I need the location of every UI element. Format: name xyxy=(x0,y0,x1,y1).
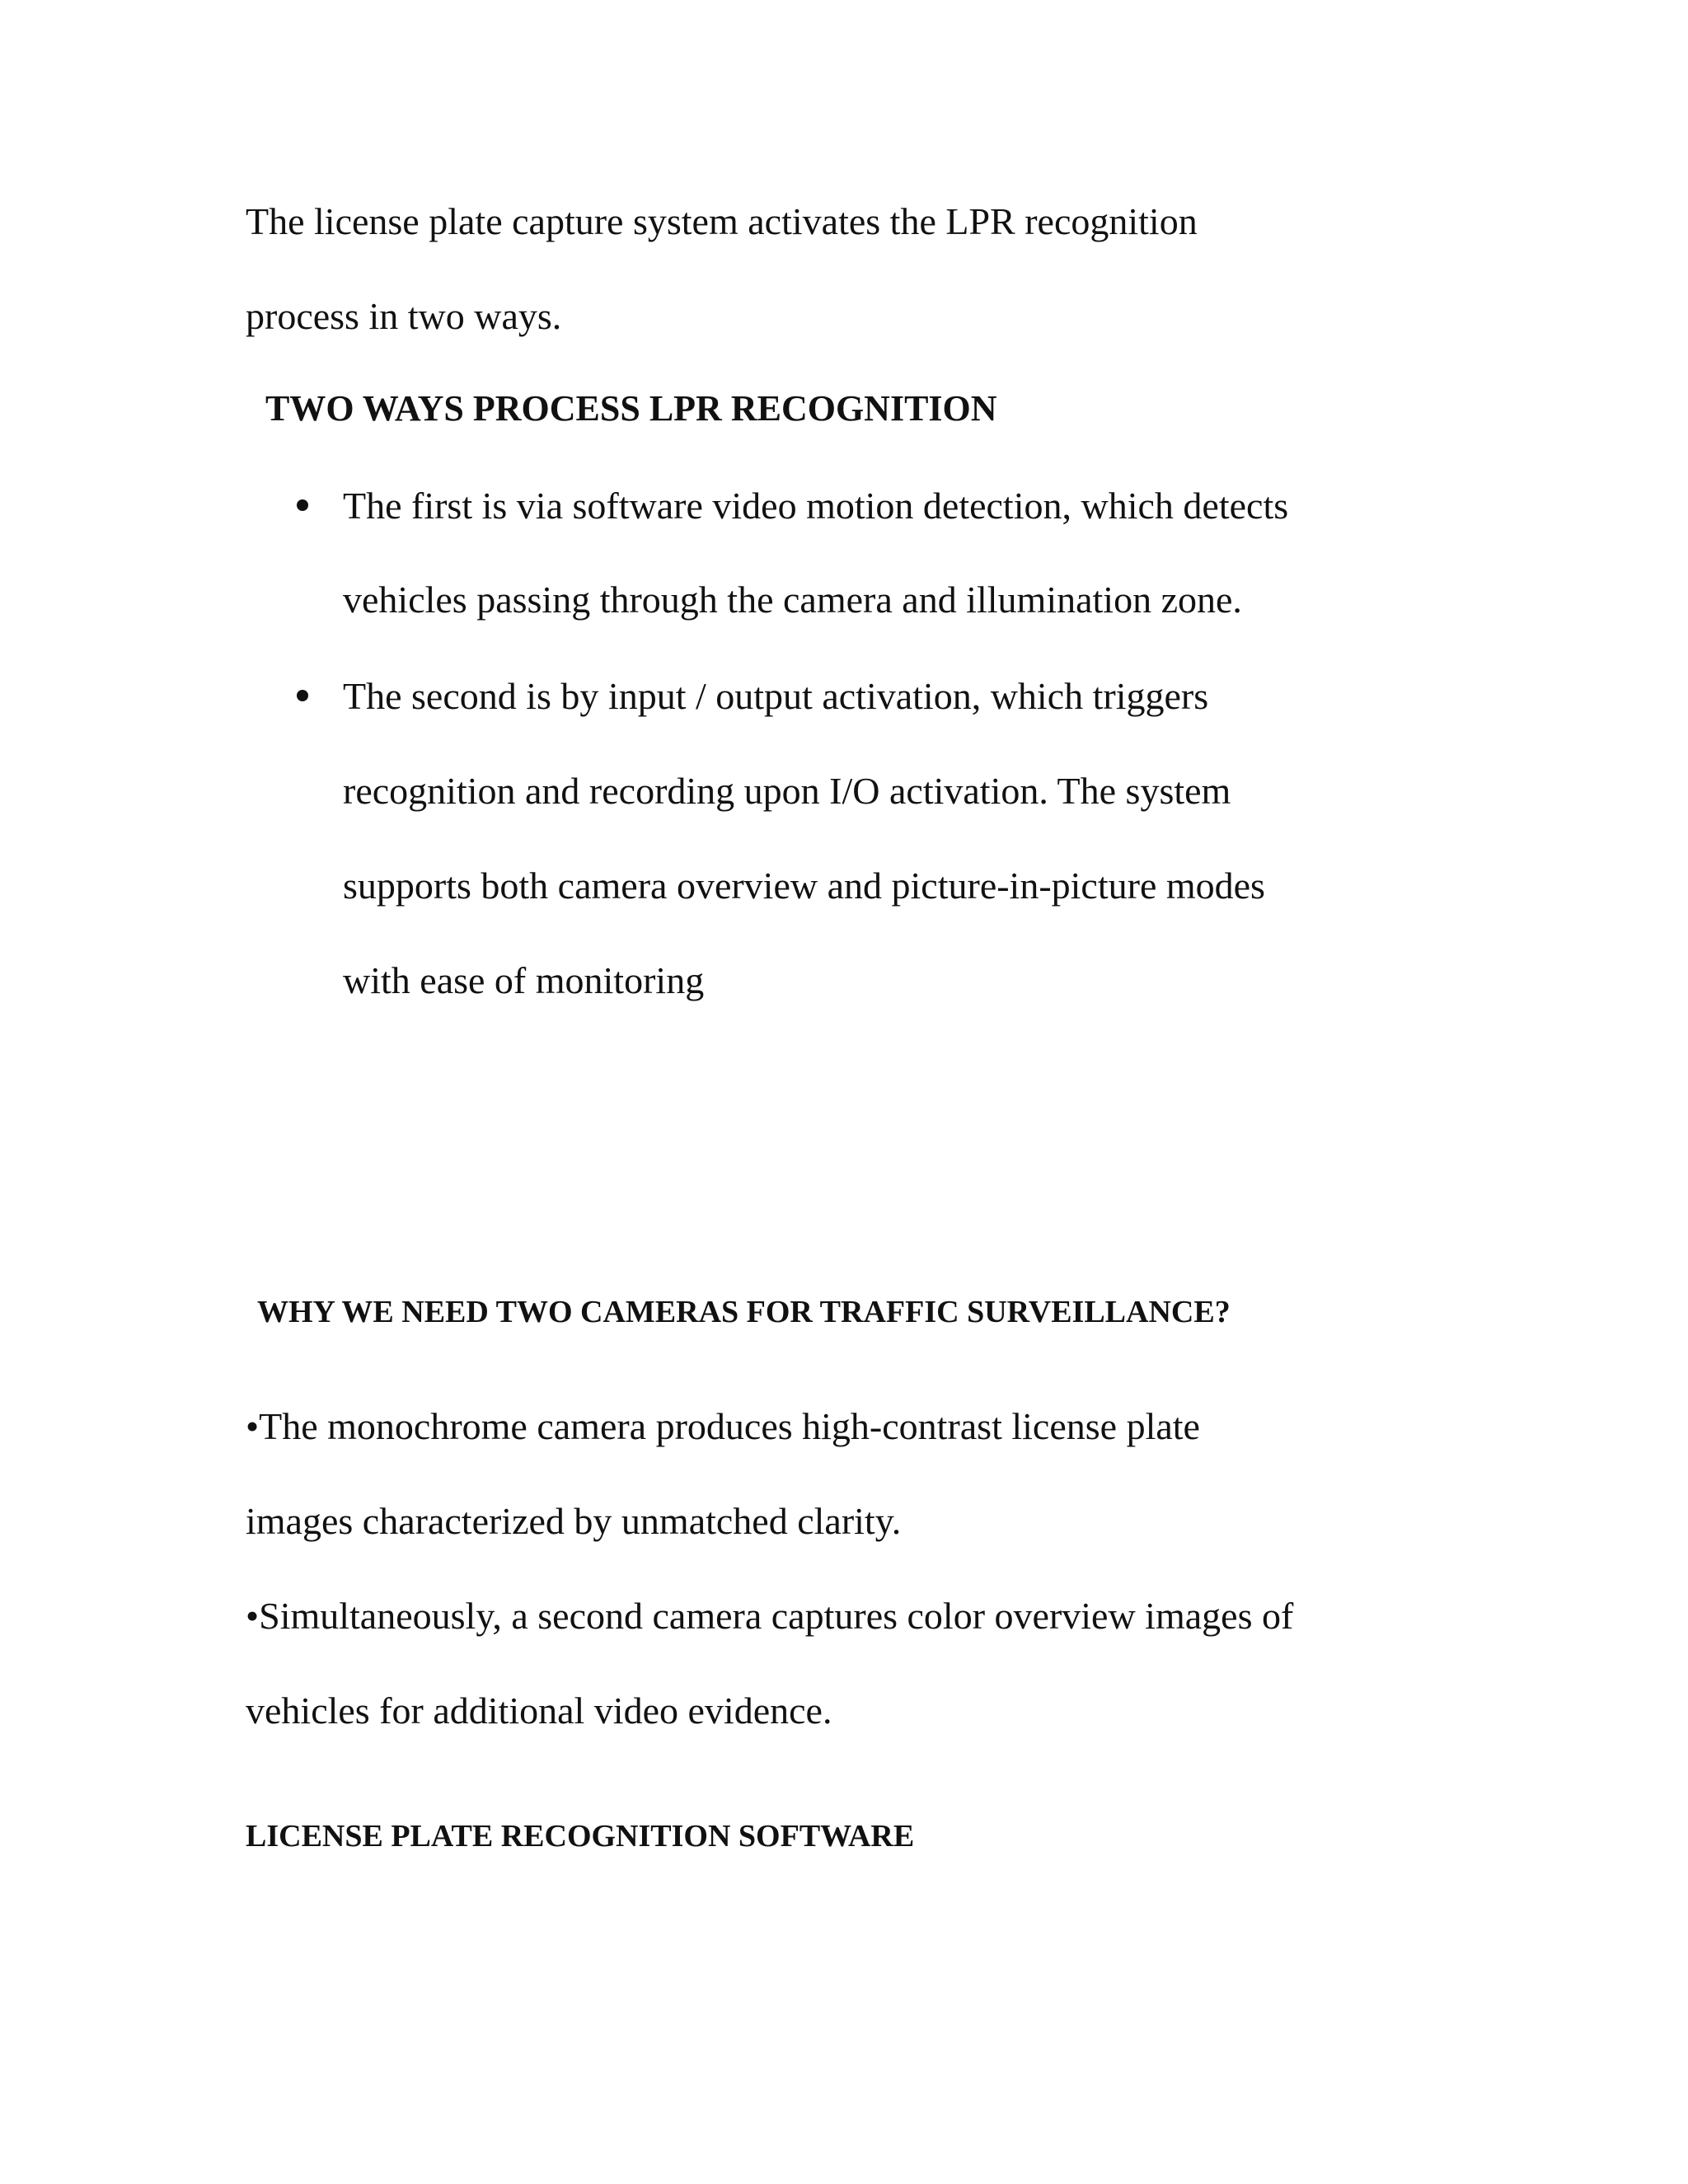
camera-paragraph-1-line-2: images characterized by unmatched clarity. xyxy=(246,1500,902,1542)
section-heading-lpr-software: LICENSE PLATE RECOGNITION SOFTWARE xyxy=(246,1819,915,1854)
intro-line-1: The license plate capture system activates the LPR recognition xyxy=(246,200,1198,242)
bullet-icon xyxy=(297,499,308,511)
bullet-2-line-2: recognition and recording upon I/O activation. The system xyxy=(343,770,1231,812)
section-heading-two-ways: TWO WAYS PROCESS LPR RECOGNITION xyxy=(265,388,997,429)
camera-paragraph-1-line-1: •The monochrome camera produces high-contrast license plate xyxy=(246,1405,1200,1447)
camera-paragraph-2-line-1: •Simultaneously, a second camera captures color overview images of xyxy=(246,1595,1294,1637)
bullet-2-line-3: supports both camera overview and picture-in-picture modes xyxy=(343,865,1265,907)
intro-line-2: process in two ways. xyxy=(246,295,562,337)
bullet-1-line-2: vehicles passing through the camera and illumination zone. xyxy=(343,579,1242,621)
bullet-1-line-1: The first is via software video motion detection, which detects xyxy=(343,485,1289,527)
bullet-2-line-4: with ease of monitoring xyxy=(343,959,705,1001)
bullet-icon xyxy=(297,690,308,701)
camera-paragraph-2-line-2: vehicles for additional video evidence. xyxy=(246,1690,832,1732)
bullet-2-line-1: The second is by input / output activation, which triggers xyxy=(343,675,1209,717)
section-heading-two-cameras: WHY WE NEED TWO CAMERAS FOR TRAFFIC SURVEILLANCE? xyxy=(257,1295,1231,1329)
